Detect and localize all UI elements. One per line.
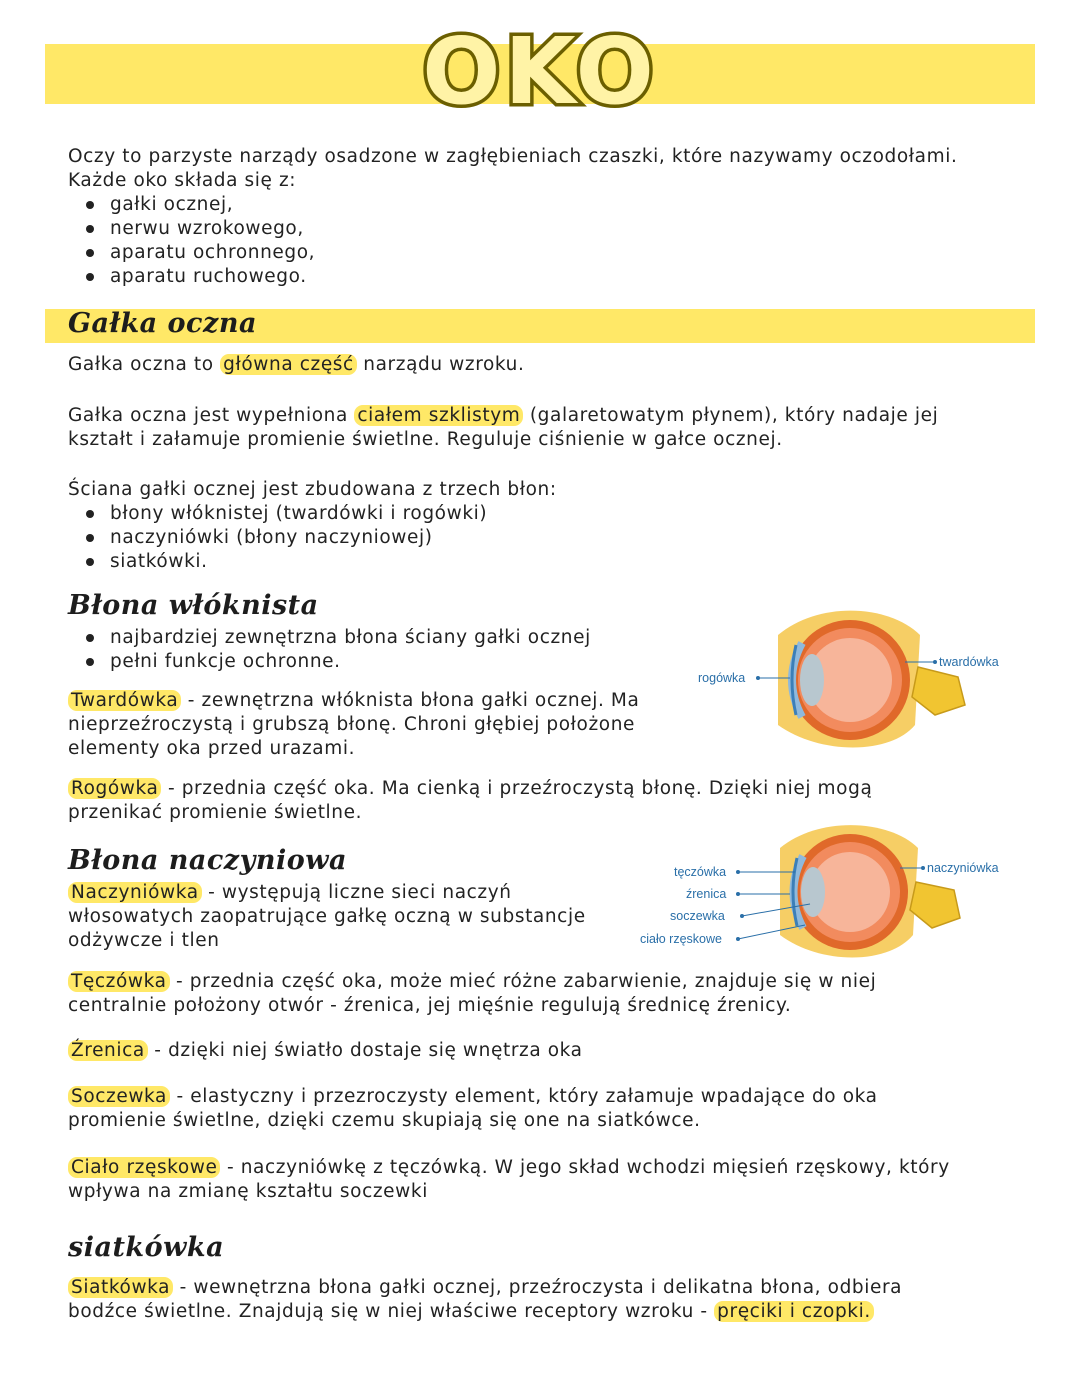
list-item: aparatu ochronnego, xyxy=(68,241,1028,265)
list-item: najbardziej zewnętrzna błona ściany gałki ocznej xyxy=(68,626,688,650)
text: Gałka oczna to xyxy=(68,354,221,375)
intro-line-2: Każde oko składa się z: xyxy=(68,170,297,191)
term-siatkowka: Siatkówka xyxy=(68,1277,173,1298)
text: - naczyniówkę z tęczówką. W jego skład wchodzi mięsień rzęskowy, który wpływa na zmianę kształtu soczewki xyxy=(68,1157,950,1202)
text: Gałka oczna jest wypełniona xyxy=(68,405,355,426)
list-item: naczyniówki (błony naczyniowej) xyxy=(68,526,1008,550)
text: Ściana gałki ocznej jest zbudowana z trzech błon: xyxy=(68,479,557,500)
heading-blona-wloknista: Błona włóknista xyxy=(68,590,319,621)
list-item: gałki ocznej, xyxy=(68,193,1028,217)
label-rogowka: rogówka xyxy=(698,671,746,685)
cialo-rzeskowe-def xyxy=(68,1156,998,1204)
galka-p2 xyxy=(68,404,1008,452)
heading-galka-oczna: Gałka oczna xyxy=(68,308,257,339)
text: - wewnętrzna błona gałki ocznej, przeźroczysta i delikatna błona, odbiera bodźce świetlne. Znajdują się w niej właściwe receptory wzroku - xyxy=(68,1277,903,1322)
intro-line-1: Oczy to parzyste narządy osadzone w zagłębieniach czaszki, które nazywamy oczodołami. xyxy=(68,146,958,167)
rogowka-def xyxy=(68,777,948,825)
label-zrenica: źrenica xyxy=(686,887,727,901)
naczyniowka-def xyxy=(68,881,623,953)
highlight: ciałem szklistym xyxy=(354,405,523,426)
twardowka-def xyxy=(68,689,658,761)
intro-list xyxy=(68,193,1028,289)
eye-figure-2 xyxy=(630,820,1020,965)
text: - przednia część oka, może mieć różne zabarwienie, znajduje się w niej centralnie położony otwór - źrenica, jej mięśnie regulują średnicę źrenicy. xyxy=(68,971,877,1016)
zrenica-def xyxy=(68,1039,948,1063)
text: - zewnętrzna włóknista błona gałki ocznej. Ma nieprzeźroczystą i grubszą błonę. Chroni głębiej położone elementy oka przed urazami. xyxy=(68,690,640,759)
galka-p3 xyxy=(68,478,1008,574)
list-item: siatkówki. xyxy=(68,550,1008,574)
eye-figure-1 xyxy=(690,605,1020,755)
term-naczyniowka: Naczyniówka xyxy=(68,882,202,903)
term-soczewka: Soczewka xyxy=(68,1086,170,1107)
term-cialo-rzeskowe: Ciało rzęskowe xyxy=(68,1157,220,1178)
siatkowka-def xyxy=(68,1276,968,1324)
soczewka-def xyxy=(68,1085,948,1133)
highlight: pręciki i czopki. xyxy=(714,1301,874,1322)
label-teczowka: tęczówka xyxy=(674,865,727,879)
list-item: aparatu ruchowego. xyxy=(68,265,1028,289)
label-soczewka: soczewka xyxy=(670,909,725,923)
heading-siatkowka: siatkówka xyxy=(68,1232,225,1263)
label-twardowka: twardówka xyxy=(939,655,999,669)
membrane-list xyxy=(68,502,1008,574)
text: - przednia część oka. Ma cienką i przeźroczystą błonę. Dzięki niej mogą przenikać promienie świetlne. xyxy=(68,778,873,823)
text: - elastyczny i przezroczysty element, który załamuje wpadające do oka promienie świetlne, dzięki czemu skupiają się one na siatkówce. xyxy=(68,1086,878,1131)
page-title: OKO xyxy=(422,18,658,125)
text: - występują liczne sieci naczyń włosowatych zaopatrujące gałkę oczną w substancje odżywcze i tlen xyxy=(68,882,586,951)
term-rogowka: Rogówka xyxy=(68,778,161,799)
galka-p1 xyxy=(68,353,1008,377)
list-item: nerwu wzrokowego, xyxy=(68,217,1028,241)
list-item: pełni funkcje ochronne. xyxy=(68,650,688,674)
term-twardowka: Twardówka xyxy=(68,690,181,711)
list-item: błony włóknistej (twardówki i rogówki) xyxy=(68,502,1008,526)
wloknista-list xyxy=(68,626,688,674)
text: (galaretowatym płynem), który nadaje jej kształt i załamuje promienie świetlne. Reguluje ciśnienie w gałce ocznej. xyxy=(68,405,939,450)
label-naczyniowka: naczyniówka xyxy=(927,861,999,875)
term-teczowka: Tęczówka xyxy=(68,971,170,992)
text: - dzięki niej światło dostaje się wnętrza oka xyxy=(147,1040,583,1061)
intro-section xyxy=(68,145,1028,289)
teczowka-def xyxy=(68,970,948,1018)
wloknista-list-wrap xyxy=(68,626,688,674)
highlight: główna część xyxy=(220,354,357,375)
text: narządu wzroku. xyxy=(356,354,525,375)
term-zrenica: Źrenica xyxy=(68,1040,148,1061)
label-cialo-rzeskowe: ciało rzęskowe xyxy=(640,932,722,946)
heading-blona-naczyniowa: Błona naczyniowa xyxy=(68,845,347,876)
